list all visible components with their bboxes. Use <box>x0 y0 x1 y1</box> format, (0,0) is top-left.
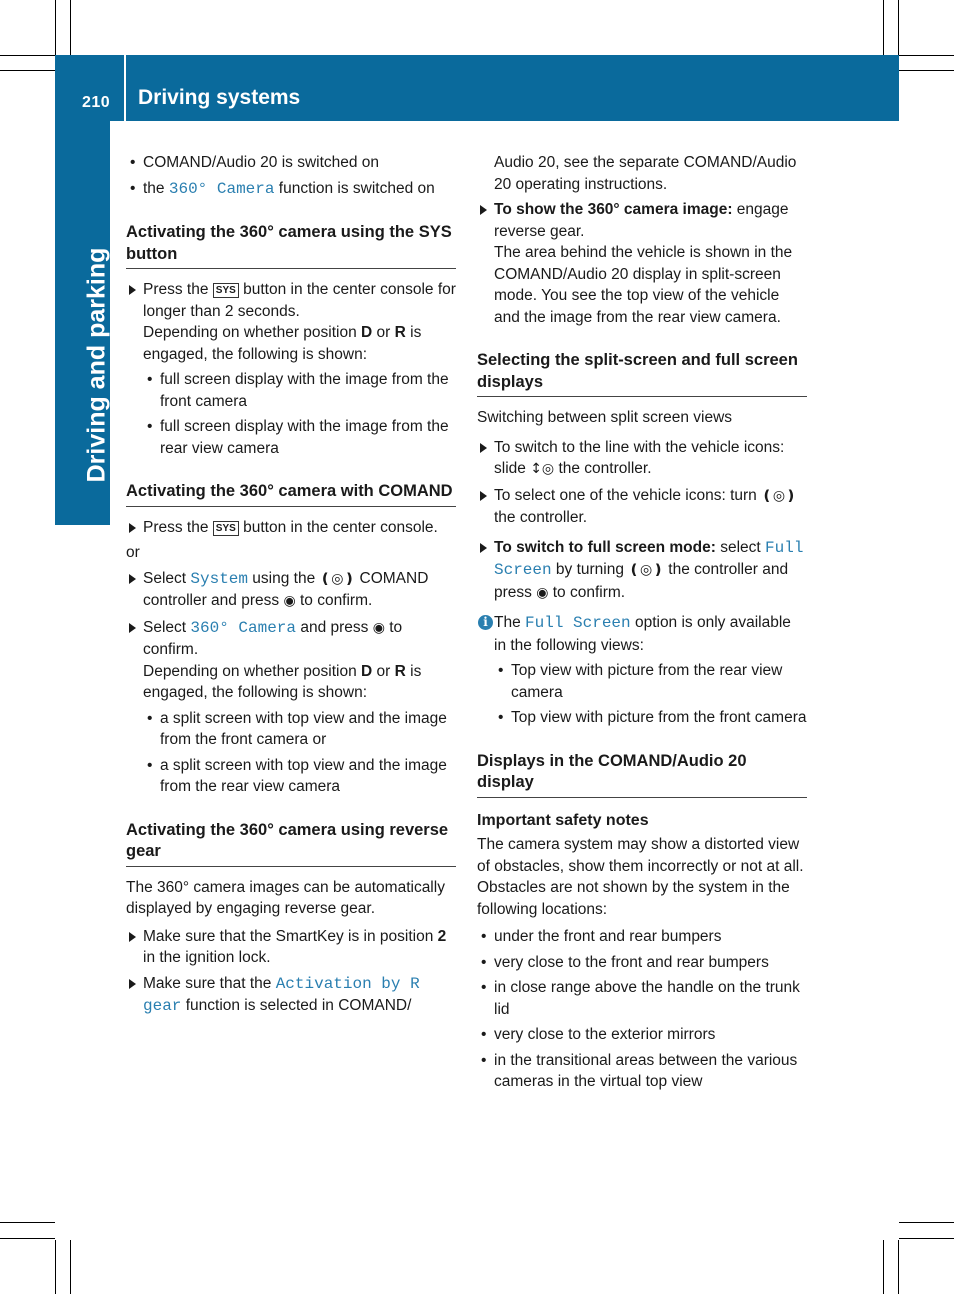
step-item: Make sure that the Activation by R gear function is selected in COMAND/ <box>126 973 456 1018</box>
menu-item-code: 360° Camera <box>190 618 297 637</box>
step-item: Press the SYS button in the center console. <box>126 517 456 539</box>
list-item: • very close to the front and rear bumpers <box>477 952 807 974</box>
turn-controller-icon: ❪◎❫ <box>319 570 356 587</box>
side-tab-label: Driving and parking <box>82 247 111 483</box>
crop-mark <box>899 1222 954 1223</box>
crop-mark <box>55 0 56 55</box>
crop-mark <box>899 1238 954 1239</box>
sys-button-icon: SYS <box>213 283 239 298</box>
list-item: • COMAND/Audio 20 is switched on <box>126 152 456 174</box>
step-item: To select one of the vehicle icons: turn ❪◎❫ the controller. <box>477 485 807 529</box>
page-number: 210 <box>82 94 111 111</box>
crop-mark <box>70 0 71 55</box>
paragraph: Audio 20, see the separate COMAND/Audio 20 operating instructions. <box>494 154 797 193</box>
paragraph: The 360° camera images can be automatically displayed by engaging reverse gear. <box>126 878 445 917</box>
menu-item-code: System <box>190 569 248 588</box>
crop-mark <box>899 70 954 71</box>
list-item: • Top view with picture from the front camera <box>494 707 807 729</box>
press-controller-icon: ◉ <box>536 584 549 601</box>
crop-mark <box>883 0 884 55</box>
info-note: i The Full Screen option is only available in the following views: • Top view with picture from the rear view camera • Top view with picture from the front camera <box>477 612 807 729</box>
info-icon: i <box>478 615 493 630</box>
slide-controller-icon: ↕◎ <box>530 461 555 477</box>
list-item: • Top view with picture from the rear view camera <box>494 660 807 703</box>
left-column <box>126 152 456 1022</box>
crop-mark <box>0 70 55 71</box>
section-title: Driving systems <box>138 86 301 109</box>
header-divider <box>124 55 126 121</box>
paragraph: The camera system may show a distorted view of obstacles, show them incorrectly or not at all. Obstacles are not shown by the system in the following locations: <box>477 836 804 918</box>
turn-controller-icon: ❪◎❫ <box>628 562 664 578</box>
crop-mark <box>898 0 899 55</box>
step-item: To show the 360° camera image: engage reverse gear. The area behind the vehicle is shown in the COMAND/Audio 20 display in split-screen mode. You see the top view of the vehicle and the image from the rear view camera. <box>477 199 807 328</box>
right-column <box>477 152 807 1097</box>
menu-item-code: Activation by R gear <box>143 974 420 1015</box>
subheading: Displays in the COMAND/Audio 20 display <box>477 751 807 798</box>
press-controller-icon: ◉ <box>283 593 296 609</box>
crop-mark <box>898 1240 899 1294</box>
step-item: To switch to full screen mode: select Full Screen by turning ❪◎❫ the controller and press ◉ to confirm. <box>477 537 807 605</box>
list-item: • full screen display with the image from the rear view camera <box>143 416 456 459</box>
press-controller-icon: ◉ <box>372 619 385 636</box>
crop-mark <box>55 1240 56 1294</box>
turn-controller-icon: ❪◎❫ <box>761 487 797 504</box>
list-item: • under the front and rear bumpers <box>477 926 807 948</box>
crop-mark <box>0 1222 55 1223</box>
crop-mark <box>899 55 954 56</box>
list-item: • full screen display with the image from the front camera <box>143 369 456 412</box>
crop-mark <box>0 55 55 56</box>
list-item: • very close to the exterior mirrors <box>477 1024 807 1046</box>
step-item: Make sure that the SmartKey is in position 2 in the ignition lock. <box>126 926 456 969</box>
list-item: • in close range above the handle on the trunk lid <box>477 977 807 1020</box>
list-item: • a split screen with top view and the image from the rear view camera <box>143 755 456 798</box>
menu-item-code: Full Screen <box>494 538 804 579</box>
crop-mark <box>0 1238 55 1239</box>
crop-mark <box>883 1240 884 1294</box>
list-item: • a split screen with top view and the image from the front camera or <box>143 708 456 751</box>
step-item: Select System using the ❪◎❫ COMAND controller and press ◉ to confirm. <box>126 568 456 613</box>
or-text: or <box>126 544 140 561</box>
step-item: To switch to the line with the vehicle icons: slide ↕◎ the controller. <box>477 437 807 481</box>
menu-item-code: Full Screen <box>525 614 631 632</box>
minor-heading: Important safety notes <box>477 811 649 829</box>
step-item: Press the SYS button in the center console for longer than 2 seconds. Depending on whether position D or R is engaged, the following is shown: • full screen display with the image from the front camera • full screen display with the image from the rear view camera <box>126 279 456 459</box>
subheading: Activating the 360° camera using the SYS button <box>126 222 456 269</box>
menu-item-code: 360° Camera <box>168 179 275 198</box>
crop-mark <box>70 1240 71 1294</box>
sys-button-icon: SYS <box>213 521 239 536</box>
list-item: • in the transitional areas between the various cameras in the virtual top view <box>477 1050 807 1093</box>
subheading: Activating the 360° camera with COMAND <box>126 481 456 507</box>
list-item: • the 360° Camera function is switched on <box>126 178 456 201</box>
step-item: Select 360° Camera and press ◉ to confirm. Depending on whether position D or R is engaged, the following is shown: • a split screen with top view and the image from the front camera or • a split screen with top view and the image from the rear view camera <box>126 617 456 798</box>
subheading: Activating the 360° camera using reverse gear <box>126 820 456 867</box>
paragraph: Switching between split screen views <box>477 409 733 426</box>
subheading: Selecting the split-screen and full screen displays <box>477 350 807 397</box>
